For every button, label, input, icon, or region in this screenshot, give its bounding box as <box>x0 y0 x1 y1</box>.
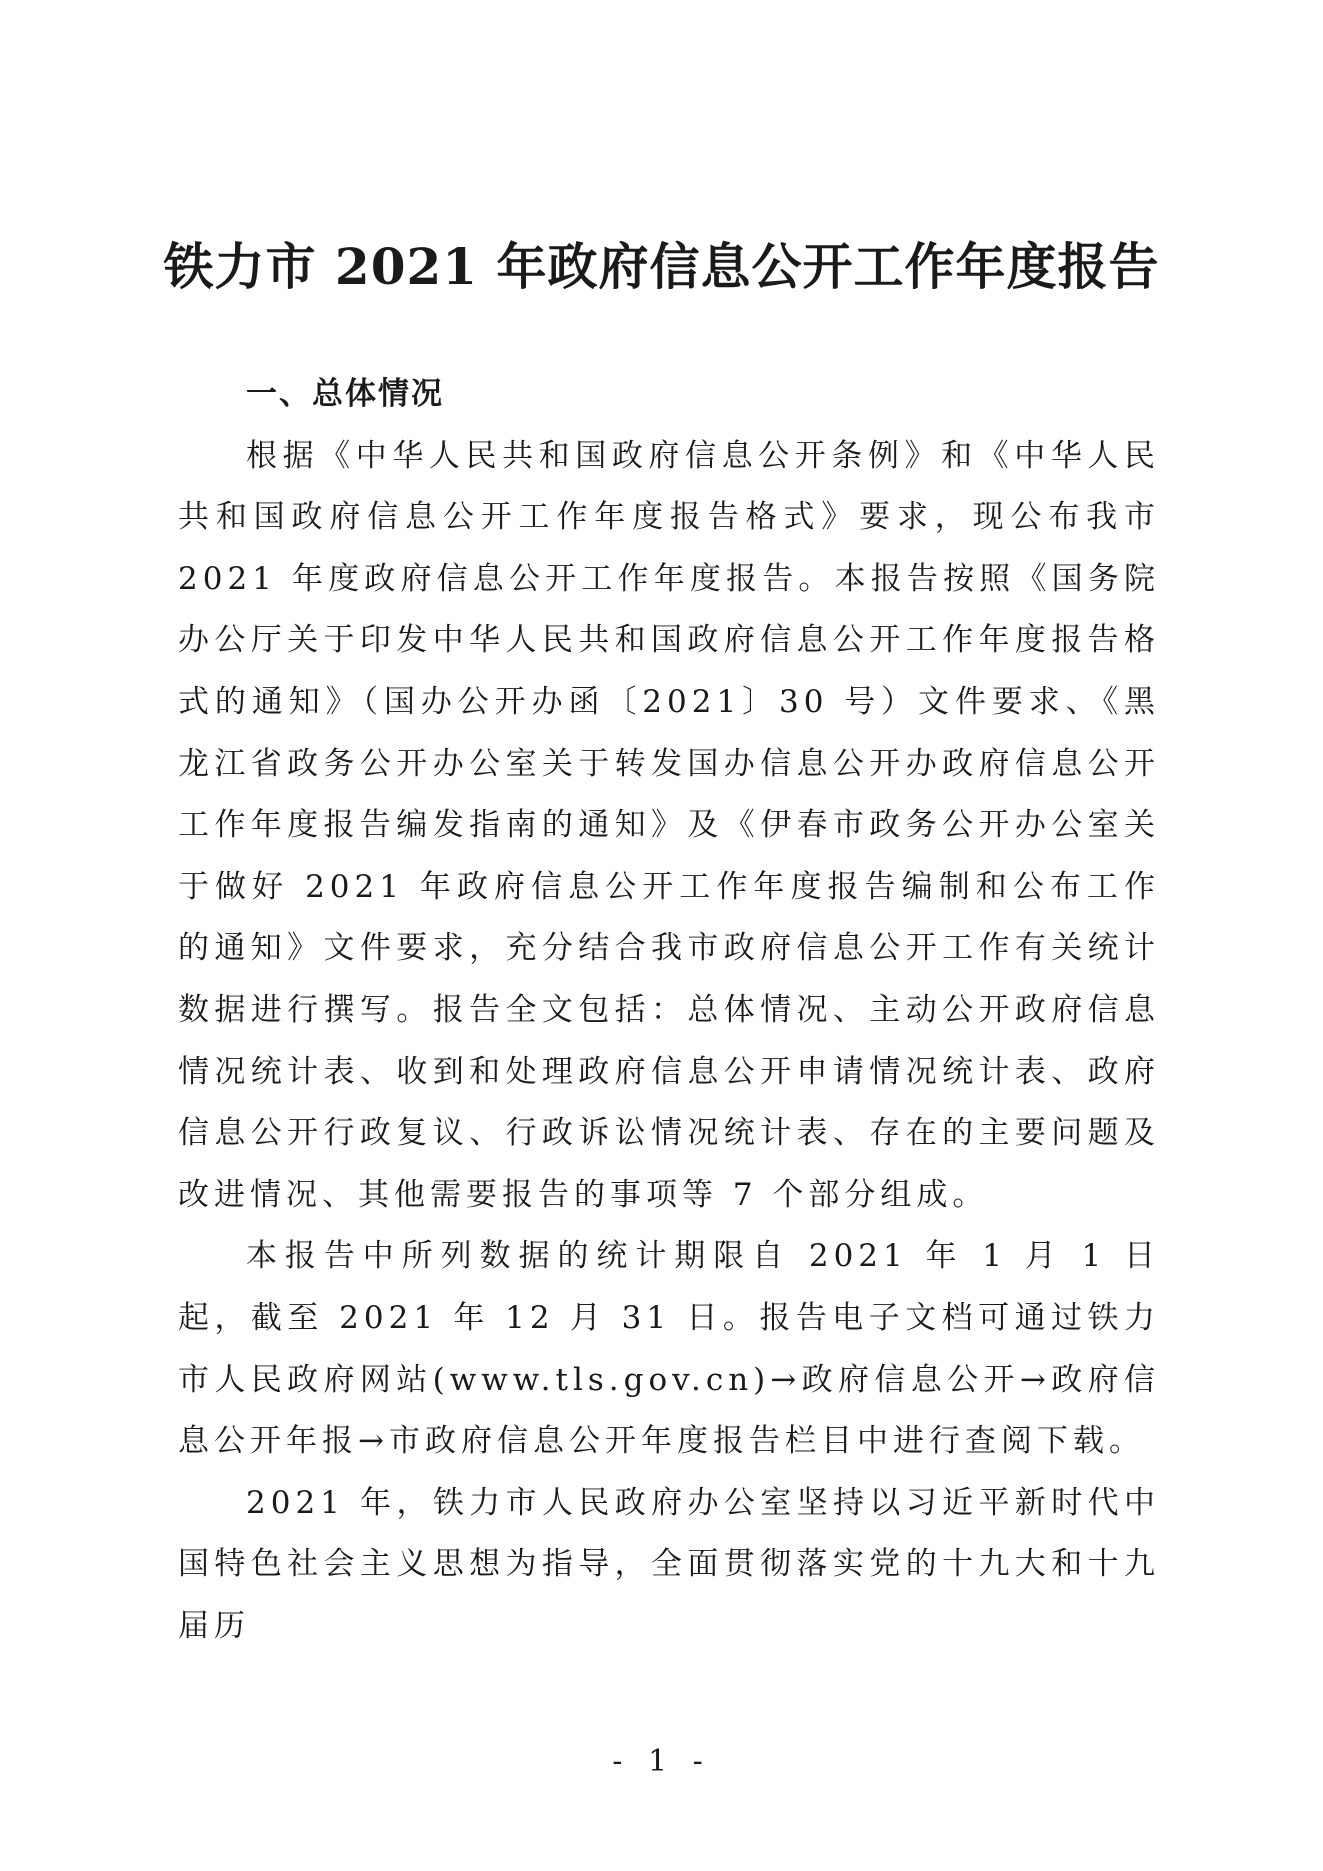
paragraph-intro: 根据《中华人民共和国政府信息公开条例》和《中华人民共和国政府信息公开工作年度报告格式》要求，现公布我市 2021 年度政府信息公开工作年度报告。本报告按照《国务院办公厅关于印发中华人民共和国政府信息公开工作年度报告格式的通知》（国办公开办函〔2021〕30 号）文件要求、《黑龙江省政务公开办公室关于转发国办信息公开办政府信息公开工作年度报告编发指南的通知》及《伊春市政务公开办公室关于做好 2021 年政府信息公开工作年度报告编制和公布工作的通知》文件要求，充分结合我市政府信息公开工作有关统计数据进行撰写。报告全文包括：总体情况、主动公开政府信息情况统计表、收到和处理政府信息公开申请情况统计表、政府信息公开行政复议、行政诉讼情况统计表、存在的主要问题及改进情况、其他需要报告的事项等 7 个部分组成。 <box>178 437 1160 1213</box>
page-number: - 1 - <box>612 1744 711 1779</box>
paragraph-work-summary: 2021 年，铁力市人民政府办公室坚持以习近平新时代中国特色社会主义思想为指导，全面贯彻落实党的十九大和十九届历 <box>178 1484 1160 1644</box>
document-body <box>178 364 1160 1657</box>
paragraph-statistics-period: 本报告中所列数据的统计期限自 2021 年 1 月 1 日起，截至 2021 年 12 月 31 日。报告电子文档可通过铁力市人民政府网站(www.tls.gov.cn)→政府信息公开→政府信息公开年报→市政府信息公开年度报告栏目中进行查阅下载。 <box>178 1238 1160 1460</box>
section-heading: 一、总体情况 <box>246 376 444 412</box>
document-title: 铁力市 2021 年政府信息公开工作年度报告 <box>163 237 1160 296</box>
